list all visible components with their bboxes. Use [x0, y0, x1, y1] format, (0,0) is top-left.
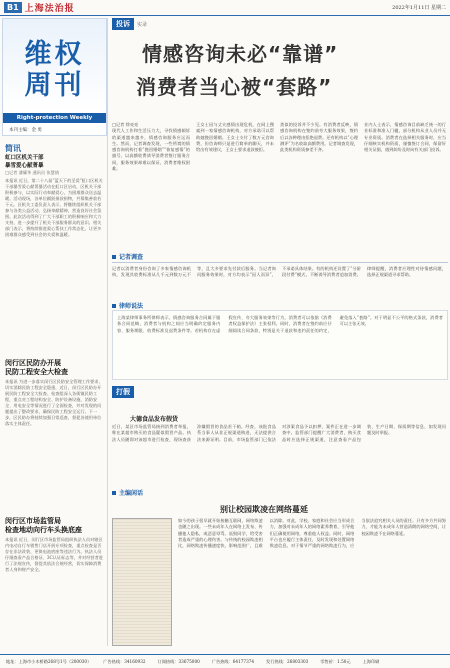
band-investigation: [112, 252, 143, 261]
headline-line-1: 情感咨询未必“靠谱”: [142, 42, 339, 66]
lawyer-box: [112, 310, 448, 380]
brief-item-3-body: 本报讯 近日，闵行区市场监管局组织执法人员对辖区内电动自行车销售门店开展专项检查，重点检查是否存在非法改装、更换电池底座等违法行为。执法人员仔细查看产品合格证、3C认证标志等，并对经营者进行了法规宣传，督促其依法合规经营，切实保障消费者人身和财产安全。: [5, 537, 103, 572]
page-footer: [0, 654, 450, 668]
issue-date: 2022年1月11日 星期二: [392, 5, 446, 11]
article-col-1: □记者 徐亮亮 现代人工作和生活压力大，寻找情感倾诉的渠道越来越多，情感咨询服务应运而生。然而，记者调查发现，一些所谓的情感咨询机构打着“挽回婚姻”“恢复感情”的旗号，以高额收费诱导消费者签订服务合同，服务效果却难以保证，消费者维权困难。: [112, 122, 190, 172]
brief-item-2-title: 闵行区民防办开展 民防工程安全大检查: [5, 358, 68, 376]
sidebar: [2, 18, 108, 646]
column-sub: 实录: [137, 21, 148, 28]
footer-tel-3: 发行热线：26803303: [266, 659, 309, 664]
banner-english: Right-protection Weekly: [3, 113, 106, 123]
fake-column-kicker: [112, 386, 134, 398]
footer-address: 地址：上海市小木桥路268号1号（200030）: [6, 659, 92, 664]
article-headline: [136, 38, 442, 104]
footer-tel-2: 广告热线：64177374: [211, 659, 255, 664]
footer-ad-tel: 广告热线：34160932: [103, 659, 146, 664]
brief-item-1-credit: □记者 潘耀华 通讯员 张慧倩: [5, 170, 60, 175]
page-number: B1: [4, 2, 22, 13]
lawyer-body: 上海某律师事务所律师表示，情感咨询服务合同属于服务合同范畴，消费者与机构之间应当明确约定服务内容、服务期限、收费标准及退费条件等。若机构存在虚假宣传、夸大服务效果等行为，消费者可以依据《消费者权益保护法》主张权利。同时，消费者在签约前应仔细阅读合同条款，特别是关于退款和违约责任的约定，避免落入“套路”。对于明显不公平的格式条款，消费者可以主张无效。: [117, 315, 443, 333]
page-header: [0, 0, 450, 16]
band-editor: [112, 488, 143, 497]
article-col-2: 王女士因与丈夫感情出现危机，在网上搜索到一家情感咨询机构，对方承诺可以帮助她挽回婚姻。王女士支付了数万元咨询费，但咨询师只是进行简单的聊天，并未给出有效建议，王女士要求退款被拒。: [196, 122, 274, 153]
footer-price: 零售价：1.50元: [320, 659, 351, 664]
brief-section-title: 简讯: [5, 144, 21, 153]
article-col-4: 业内人士表示，情感咨询目前缺乏统一的行业标准和准入门槛，部分机构从业人员并无专业资质。消费者在选择相关服务时，应当仔细核实机构资质，谨慎签订合同，保留好相关证据，遇到纠纷及时向有关部门投诉。: [364, 122, 446, 153]
banner-title-2: 周刊: [24, 70, 85, 101]
fake-body: 近日，某区市场监管局接到消费者举报，称在某超市购买的食品疑似假冒产品。执法人员随即对该超市进行检查，现场查获涉嫌假冒的食品若干箱。经查，该批食品系当事人从非正规渠道购进，无法提供合法来源证明。目前，市场监管部门已依法对涉案食品予以扣押，案件正在进一步调查中。监管部门提醒广大消费者，购买食品时应选择正规渠道，注意查看产品包装、生产日期、保质期等信息，如发现问题及时举报。: [112, 424, 446, 442]
column-kicker: [112, 18, 147, 30]
footer-tel-1: 订阅热线：33675000: [157, 659, 200, 664]
banner-editor: 本刊主编：金 勇: [9, 128, 42, 133]
footer-printer: 上海印刷: [362, 659, 380, 664]
band-editor-label: 主编闲话: [119, 490, 144, 497]
brief-item-1-body: 本报讯 近日，第二十八届“蓝天下的至爱”虹口区机关干部暴雪爱心献菁暴活动在虹口区启动，区机关干部积极参与，以实际行动奉献爱心，为困难群众送去温暖。活动现场，各单位踊跃捐款捐物，共募集善款若干元。区机关工委负责人表示，将继续组织机关干部参与各类公益活动，弘扬奉献精神，营造良好社会氛围。此次活动得到了广大干部职工的积极响应和大力支持，进一步提升了机关干部服务群众的意识。相关部门表示，将持续推进爱心帮扶工作常态化，让更多困难群众感受到社会的关爱和温暖。: [5, 178, 103, 237]
fake-headline: 大德食品发布假货: [130, 416, 179, 423]
column-tag: 投诉: [112, 18, 134, 30]
band-investigation-label: 记者调查: [119, 254, 144, 261]
newspaper-logo: 上海法治报: [24, 4, 75, 14]
fake-column-tag: 打假: [112, 386, 134, 398]
bullying-body: 如今的孩子很早就开始接触互联网，网络欺凌也随之出现。一些未成年人在网络上发布、传播他人隐私，或恶意辱骂、诋毁同学，给受害者造成严重的心理伤害。与传统的校园欺凌相比，网络欺凌传播速度快、影响范围广，且难以消除。对此，学校、家庭和社会应当形成合力，加强对未成年人的网络素养教育，引导他们正确使用网络，尊重他人权益。同时，网络平台也应履行主体责任，及时发现和处置网络欺凌信息。对于情节严重的网络欺凌行为，应当依法追究相关人员的责任。只有多方共同努力，才能为未成年人营造清朗的网络空间，让校园欺凌不在网络蔓延。: [178, 518, 446, 549]
article-byline: □记者 徐亮亮: [112, 122, 139, 127]
weekly-banner: [2, 18, 107, 136]
brief-item-1-title: 虹口区机关干部 暴雪爱心献菁暴: [5, 155, 44, 169]
brief-item-3-title: 闵行区市场监管局 检查地动向行车头换底座: [5, 516, 82, 534]
author-photo: [112, 518, 172, 646]
article-col-3: 类似的投诉并不少见。有消费者反映，情感咨询机构在签约前夸大服务效果，签约后以各种理由拒绝退费。还有机构以“心理测评”为名收取高额费用。记者调查发现，此类机构资质参差不齐。: [280, 122, 358, 153]
divider: [112, 262, 448, 263]
investigation-body: 记者以消费者身份咨询了多家情感咨询机构，发现其收费标准从几千元到数万元不等，且大多要求先付款后服务。当记者询问服务效果时，对方均表示“因人而异”，不承诺具体结果。有的机构还设置了“分阶段付费”模式，不断诱导消费者追加消费。律师提醒，消费者应理性对待情感问题，选择正规渠道寻求帮助。: [112, 266, 446, 278]
banner-title-1: 维权: [24, 39, 85, 70]
brief-item-3: [5, 516, 105, 647]
bullying-headline: 别让校园欺凌在网络蔓延: [220, 505, 308, 514]
brief-item-2-body: 本报讯 为进一步落实闵行区民防安全管理工作要求，切实消除民防工程安全隐患，近日，闵行区民防办开展民防工程安全大检查。检查组深入各街镇民防工程，重点对工程结构安全、防护设备设施、消防安全、用电安全等情况进行了全面检查，并对发现的问题提出了整改要求，确保民防工程安全运行。下一步，区民防办将持续加强日常巡查，督促各使用单位落实主体责任。: [5, 379, 103, 426]
brief-section: [5, 144, 105, 358]
brief-item-2: [5, 358, 105, 509]
headline-line-2: 消费者当心被“套路”: [136, 75, 333, 99]
band-lawyer-label: 律师说法: [119, 303, 144, 310]
band-lawyer: [112, 301, 143, 310]
